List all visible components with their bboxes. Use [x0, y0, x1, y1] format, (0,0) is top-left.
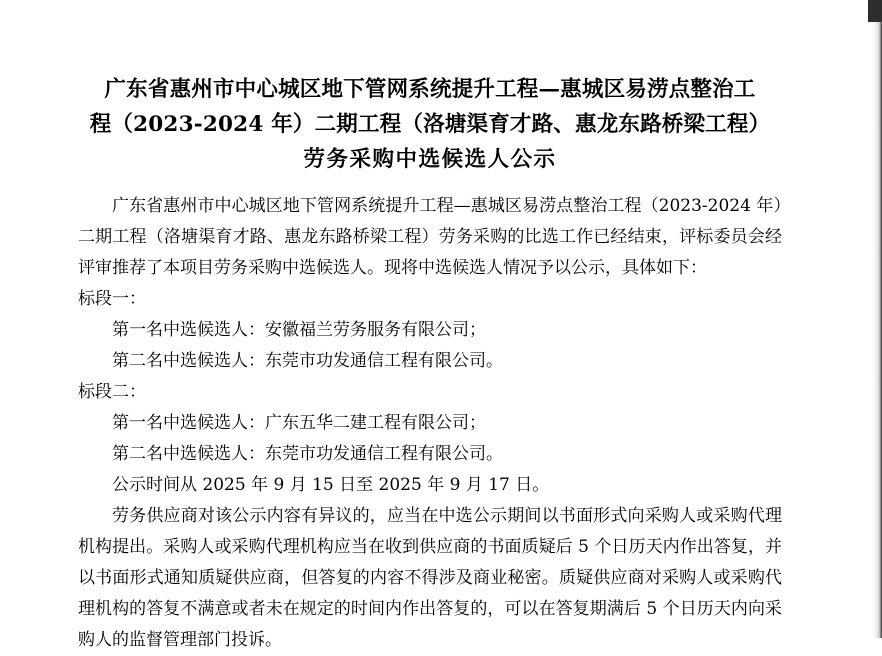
- lot-one-second-candidate: 第二名中选候选人：东莞市功发通信工程有限公司。: [112, 351, 503, 371]
- lot-one-first-candidate: 第一名中选候选人：安徽福兰劳务服务有限公司；: [112, 320, 486, 340]
- page-title-line-1: 广东省惠州市中心城区地下管网系统提升工程—惠城区易涝点整治工: [104, 77, 756, 102]
- section-lot-one: 标段一：: [78, 289, 146, 309]
- document-body: [0, 177, 860, 656]
- publicity-period: 公示时间从 2025 年 9 月 15 日至 2025 年 9 月 17 日。: [112, 475, 550, 495]
- lot-two-second-candidate: 第二名中选候选人：东莞市功发通信工程有限公司。: [112, 444, 503, 464]
- lot-two-first-candidate: 第一名中选候选人：广东五华二建工程有限公司；: [112, 413, 486, 433]
- page-edge-shadow: [872, 0, 882, 638]
- intro-paragraph: 广东省惠州市中心城区地下管网系统提升工程—惠城区易涝点整治工程（2023-2024 年）二期工程（洛塘渠育才路、惠龙东路桥梁工程）劳务采购的比选工作已经结束，评标委员会经评审推荐了本项目劳务采购中选候选人。现将中选候选人情况予以公示，具体如下：: [78, 196, 782, 278]
- page-title-line-2: 程（2023-2024 年）二期工程（洛塘渠育才路、惠龙东路桥梁工程）: [89, 112, 771, 137]
- page-corner-mark: [868, 0, 882, 22]
- section-lot-two: 标段二：: [78, 382, 146, 402]
- objection-procedure: 劳务供应商对该公示内容有异议的，应当在中选公示期间以书面形式向采购人或采购代理机构提出。采购人或采购代理机构应当在收到供应商的书面质疑后 5 个日历天内作出答复，并以书面形式通知质疑供应商，但答复的内容不得涉及商业秘密。质疑供应商对采购人或采购代理机构的答复不满意或者未在规定的时间内作出答复的，可以在答复期满后 5 个日历天内向采购人的监督管理部门投诉。: [78, 506, 782, 650]
- page-title-line-3: 劳务采购中选候选人公示: [303, 147, 557, 172]
- page-title: [0, 0, 860, 177]
